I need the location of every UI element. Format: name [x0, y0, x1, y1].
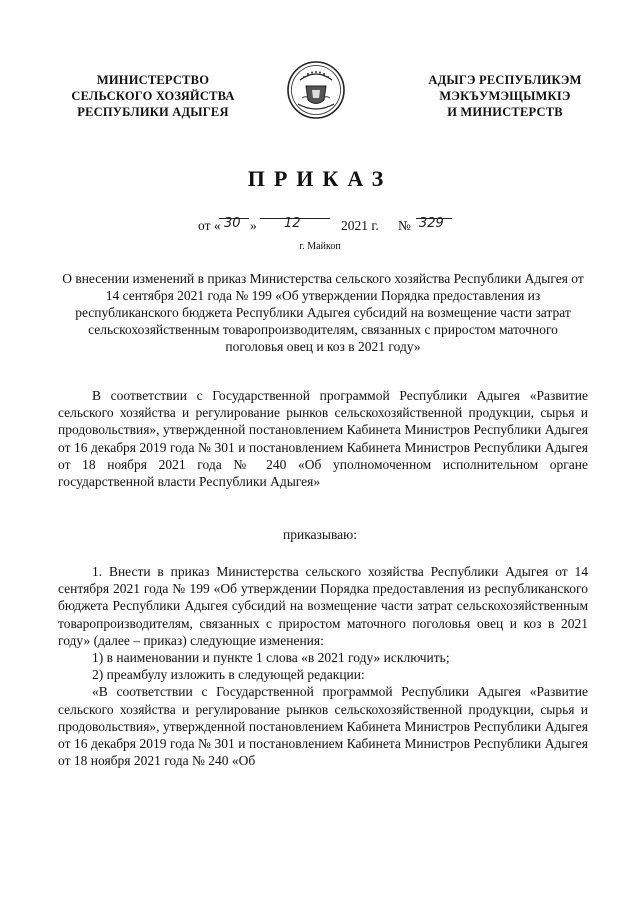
ministry-name-line: МИНИСТЕРСТВО: [96, 73, 210, 87]
order-number: 329: [419, 216, 444, 231]
order-subject: О внесении изменений в приказ Министерства сельского хозяйства Республики Адыгея от 14 сентября 2021 года № 199 «Об утверждении Порядка предоставления из республиканского бюджета Республики Адыгея субсидий на возмещение части затрат сельскохозяйственным товаропроизводителям, связанных с приростом маточного поголовья овец и коз в 2021 году»: [62, 271, 584, 354]
date-prefix: от «: [198, 218, 221, 233]
order-month: 12: [284, 216, 301, 231]
preamble-paragraph: В соответствии с Государственной программой Республики Адыгея «Развитие сельского хозяйства и регулирование рынков сельскохозяйственной продукции, сырья и продовольствия», утвержденной постановлением Кабинета Министров Республики Адыгея от 16 декабря 2019 года № 301 и постановлением Кабинета Министров Республики Адыгея от 18 ноября 2021 года № 240 «Об уполномоченном исполнительном органе государственной власти Республики Адыгея»: [58, 388, 588, 490]
order-date-number-line: [198, 214, 498, 236]
order-day: 30: [224, 216, 241, 231]
ministry-name-russian: [58, 72, 248, 120]
order-item: 1. Внести в приказ Министерства сельского хозяйства Республики Адыгея от 14 сентября 2021 года № 199 «Об утверждении Порядка предоставления из республиканского бюджета Республики Адыгея субсидий на возмещение части затрат сельскохозяйственным товаропроизводителям, связанных с приростом маточного поголовья овец и коз в 2021 году» (далее – приказ) следующие изменения:: [58, 564, 588, 648]
ministry-name-line: И МИНИСТЕРСТВ: [447, 105, 563, 119]
ministry-name-line: РЕСПУБЛИКИ АДЫГЕЯ: [77, 105, 229, 119]
order-items: [58, 563, 588, 769]
date-close-quote: »: [250, 218, 257, 233]
city-name: г. Майкоп: [299, 241, 341, 252]
order-item: «В соответствии с Государственной программой Республики Адыгея «Развитие сельского хозяйства и регулирование рынков сельскохозяйственной продукции, сырья и продовольствия», утвержденной постановлением Кабинета Министров Республики Адыгея от 16 декабря 2019 года № 301 и постановлением Кабинета Министров Республики Адыгея от 18 ноября 2021 года № 240 «Об: [58, 684, 588, 769]
order-year: 2021 г.: [341, 218, 379, 233]
order-directive-word: приказываю:: [283, 527, 357, 542]
order-item: 1) в наименовании и пункте 1 слова «в 2021 году» исключить;: [92, 650, 450, 666]
ministry-name-line: СЕЛЬСКОГО ХОЗЯЙСТВА: [71, 89, 235, 103]
order-item: 2) преамбулу изложить в следующей редакции:: [92, 667, 365, 683]
ministry-name-adyghe: [410, 72, 600, 120]
number-sign: №: [398, 218, 411, 233]
ministry-name-line: МЭКЪУМЭЩЫМКІЭ: [439, 89, 571, 103]
document-title: ПРИКАЗ: [247, 166, 393, 191]
ministry-name-line: АДЫГЭ РЕСПУБЛИКЭМ: [428, 73, 582, 87]
coat-of-arms-emblem: [286, 60, 346, 120]
